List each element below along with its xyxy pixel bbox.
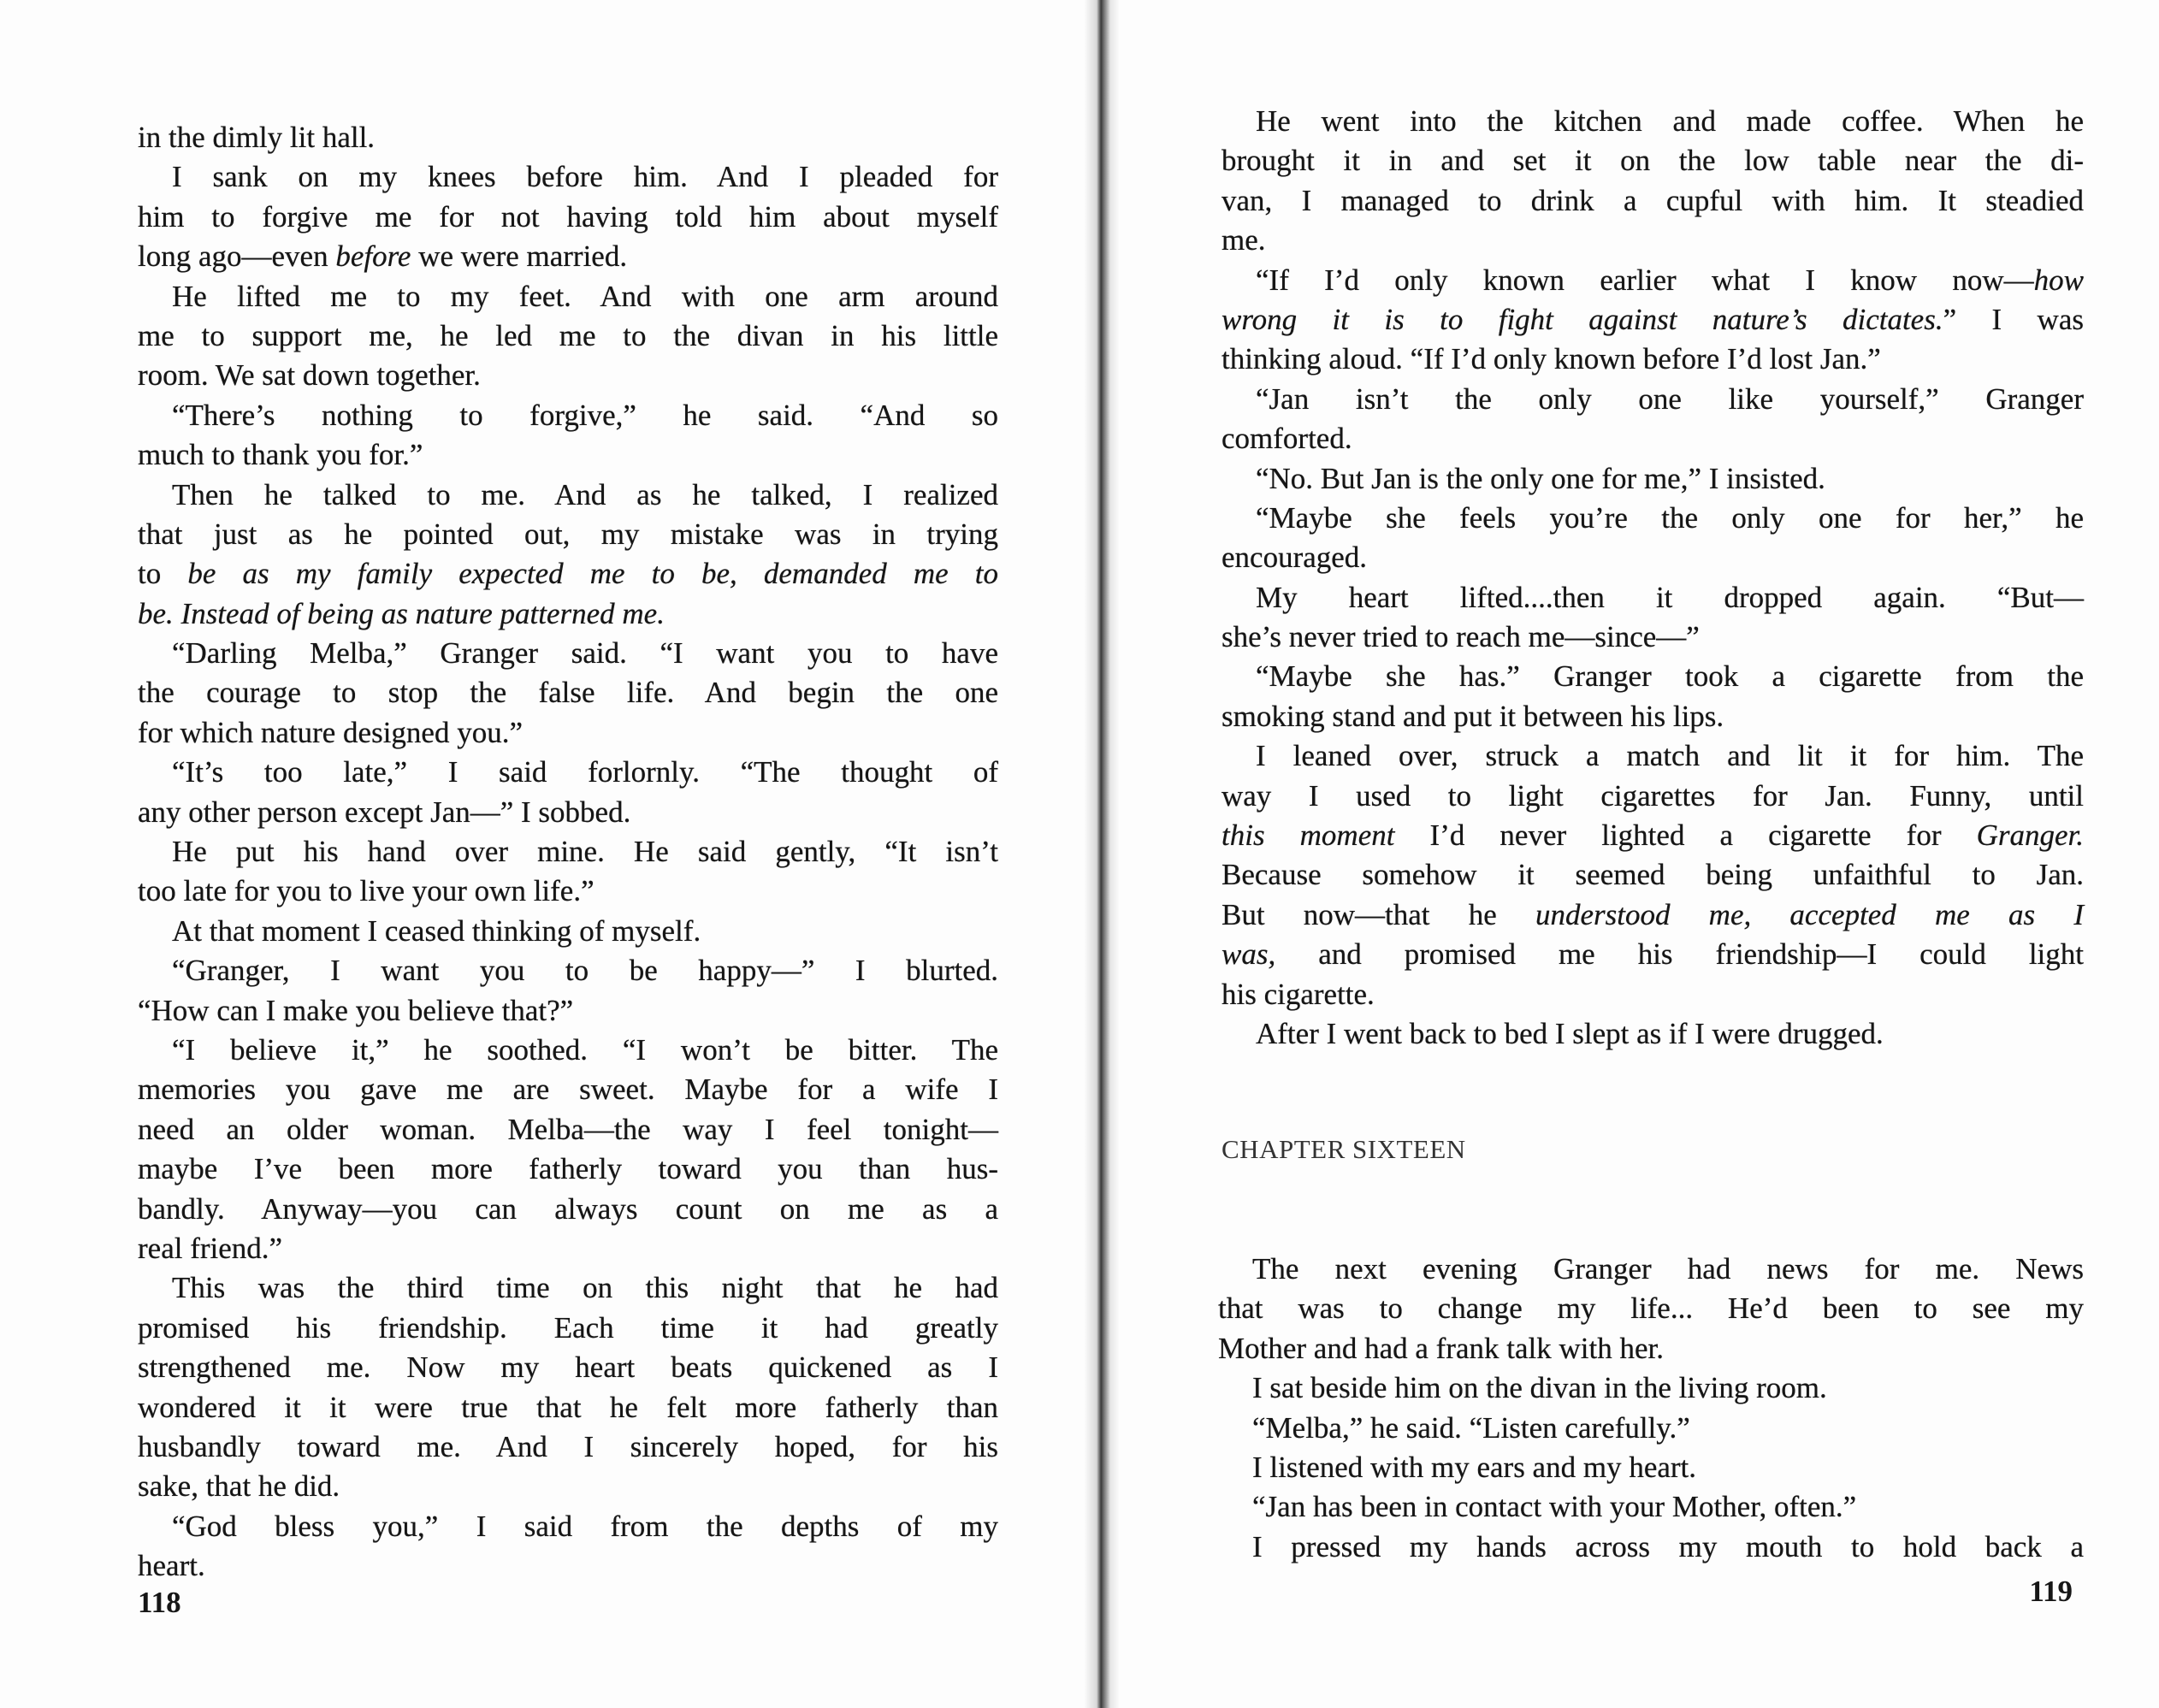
paragraph	[1218, 1528, 2084, 1567]
text: need an older woman. Melba—the way I feel tonight—	[138, 1112, 998, 1146]
text-line	[1218, 1409, 2084, 1448]
text: “Granger, I want you to be happy—” I blurted.	[172, 954, 998, 988]
text-line	[138, 396, 998, 435]
text-line	[138, 1150, 998, 1189]
text-line	[1221, 816, 2084, 855]
text-line	[138, 912, 998, 951]
text: long ago—even	[138, 239, 336, 274]
paragraph	[1221, 499, 2084, 578]
text-line	[138, 1348, 998, 1387]
italic-text: this moment	[1221, 819, 1395, 853]
text-line	[1221, 340, 2084, 379]
italic-text: how	[2033, 263, 2084, 297]
paragraph	[1221, 261, 2084, 380]
text: me.	[1221, 223, 1266, 257]
text: heart.	[138, 1549, 205, 1583]
text-line	[138, 476, 998, 515]
paragraph	[138, 1031, 998, 1268]
text: “Darling Melba,” Granger said. “I want you to have	[172, 636, 998, 671]
book-gutter	[1085, 0, 1119, 1708]
text: encouraged.	[1221, 541, 1368, 575]
text: that just as he pointed out, my mistake was in trying	[138, 517, 998, 551]
text: After I went back to bed I slept as if I were drugged.	[1256, 1016, 1884, 1050]
chapter-heading: CHAPTER SIXTEEN	[1221, 1134, 1466, 1164]
text: “It’s too late,” I said forlornly. “The thought of	[172, 755, 998, 789]
text-line	[1221, 578, 2084, 618]
paragraph	[1218, 1448, 2084, 1487]
text-line	[138, 554, 998, 594]
text-line	[138, 1070, 998, 1109]
text: “There’s nothing to forgive,” he said. “And so	[172, 398, 998, 432]
text-line	[138, 1268, 998, 1308]
text: “Jan isn’t the only one like yourself,” Granger	[1256, 381, 2084, 416]
text: The next evening Granger had news for me. News	[1252, 1252, 2084, 1285]
paragraph	[1221, 459, 2084, 499]
text-line	[1218, 1329, 2084, 1368]
paragraph	[1218, 1368, 2084, 1408]
text: I leaned over, struck a match and lit it for him. The	[1256, 739, 2084, 773]
italic-text: be. Instead of being as nature patterned me.	[138, 596, 665, 630]
text-line	[1221, 181, 2084, 221]
text-line	[1218, 1487, 2084, 1527]
text-line	[138, 515, 998, 554]
text: much to thank you for.”	[138, 438, 423, 472]
text: that was to change my life... He’d been to see my	[1218, 1291, 2084, 1326]
text: At that moment I ceased thinking of myself.	[172, 913, 701, 948]
text: the courage to stop the false life. And begin the one	[138, 676, 998, 710]
text-line	[138, 1309, 998, 1348]
text: “Jan has been in contact with your Mother, often.”	[1252, 1490, 1857, 1524]
text: him to forgive me for not having told him about myself	[138, 199, 998, 233]
paragraph	[1218, 1409, 2084, 1448]
text: Then he talked to me. And as he talked, I realized	[172, 477, 998, 511]
text-line	[138, 1110, 998, 1150]
paragraph	[1218, 1487, 2084, 1527]
paragraph	[138, 1268, 998, 1506]
text: Mother and had a frank talk with her.	[1218, 1331, 1664, 1365]
text-line	[138, 118, 998, 157]
text: I sat beside him on the divan in the living room.	[1252, 1371, 1827, 1405]
text-line	[138, 277, 998, 316]
text-line	[138, 713, 998, 753]
text: He lifted me to my feet. And with one arm around	[172, 279, 998, 313]
text: room. We sat down together.	[138, 358, 481, 393]
text-line	[1218, 1289, 2084, 1328]
paragraph	[138, 157, 998, 276]
text-line	[138, 1427, 998, 1467]
text: van, I managed to drink a cupful with him. It steadied	[1221, 183, 2084, 217]
paragraph	[1221, 380, 2084, 459]
text-line	[138, 157, 998, 197]
text: bandly. Anyway—you can always count on me as a	[138, 1191, 998, 1226]
text: maybe I’ve been more fatherly toward you than hus-	[138, 1152, 998, 1186]
paragraph	[138, 912, 998, 951]
paragraph	[1221, 736, 2084, 1014]
text-line	[138, 673, 998, 712]
text-line	[138, 316, 998, 356]
paragraph	[138, 277, 998, 396]
text-line	[1221, 657, 2084, 696]
text: me to support me, he led me to the divan in his little	[138, 318, 998, 352]
text: strengthened me. Now my heart beats quickened as I	[138, 1350, 998, 1385]
text: My heart lifted....then it dropped again. “But—	[1256, 580, 2084, 614]
text: and promised me his friendship—I could light	[1275, 937, 2084, 972]
text: ” I was	[1943, 302, 2084, 336]
text-line	[1221, 618, 2084, 657]
text-line	[1221, 935, 2084, 974]
text: “God bless you,” I said from the depths of my	[172, 1509, 998, 1543]
left-page-body	[138, 118, 998, 1586]
text-line	[1221, 1014, 2084, 1054]
text-line	[1221, 300, 2084, 340]
text: for which nature designed you.”	[138, 715, 523, 749]
text: husbandly toward me. And I sincerely hoped, for his	[138, 1429, 998, 1463]
text: promised his friendship. Each time it had greatly	[138, 1310, 998, 1345]
right-page-body	[1221, 102, 2084, 1054]
page-number-right: 119	[2029, 1575, 2073, 1608]
text: He put his hand over mine. He said gently, “It isn’t	[172, 835, 998, 869]
text: “I believe it,” he soothed. “I won’t be bitter. The	[172, 1032, 998, 1067]
text-line	[1221, 736, 2084, 776]
text-line	[138, 435, 998, 475]
text: sake, that he did.	[138, 1469, 340, 1504]
italic-text: before	[335, 239, 411, 274]
text-line	[1221, 855, 2084, 895]
text-line	[1218, 1368, 2084, 1408]
text: I pressed my hands across my mouth to hold back a	[1252, 1529, 2084, 1563]
page-number-left: 118	[138, 1586, 181, 1619]
text-line	[1221, 499, 2084, 538]
paragraph	[1221, 102, 2084, 261]
text-line	[1221, 895, 2084, 935]
text-line	[1221, 102, 2084, 141]
text: real friend.”	[138, 1231, 283, 1265]
chapter-body	[1218, 1250, 2084, 1567]
text-line	[138, 1546, 998, 1586]
text: But now—that he	[1221, 897, 1535, 931]
text-line	[1218, 1528, 2084, 1567]
text-line	[138, 1031, 998, 1070]
paragraph	[138, 634, 998, 753]
text-line	[1218, 1448, 2084, 1487]
italic-text: be as my family expected me to be, demanded me to	[187, 557, 998, 591]
text: I sank on my knees before him. And I pleaded for	[172, 160, 998, 194]
text: wondered it it were true that he felt more fatherly than	[138, 1390, 998, 1424]
text-line	[138, 1190, 998, 1229]
italic-text: Granger.	[1976, 819, 2084, 853]
paragraph	[138, 753, 998, 832]
paragraph	[138, 396, 998, 476]
paragraph	[1221, 578, 2084, 658]
text: “Melba,” he said. “Listen carefully.”	[1252, 1410, 1690, 1445]
italic-text: was,	[1221, 937, 1276, 972]
text-line	[138, 793, 998, 832]
text-line	[138, 753, 998, 792]
paragraph	[138, 118, 998, 157]
text: I listened with my ears and my heart.	[1252, 1450, 1697, 1484]
text: “Maybe she feels you’re the only one for her,” he	[1256, 500, 2084, 535]
text: to	[138, 557, 188, 591]
paragraph	[138, 951, 998, 1031]
text-line	[138, 594, 998, 634]
text-line	[1221, 380, 2084, 419]
text: “How can I make you believe that?”	[138, 993, 574, 1027]
paragraph	[1221, 657, 2084, 736]
text-line	[138, 832, 998, 872]
text-line	[138, 356, 998, 395]
text: “Maybe she has.” Granger took a cigarette from the	[1256, 659, 2084, 694]
text-line	[138, 872, 998, 911]
text: she’s never tried to reach me—since—”	[1221, 620, 1700, 654]
text: way I used to light cigarettes for Jan. Funny, until	[1221, 778, 2084, 813]
text: his cigarette.	[1221, 977, 1375, 1011]
text: Because somehow it seemed being unfaithful to Jan.	[1221, 858, 2084, 892]
text: too late for you to live your own life.”	[138, 874, 594, 908]
text-line	[1221, 697, 2084, 736]
text-line	[138, 951, 998, 990]
paragraph	[138, 476, 998, 635]
paragraph	[1218, 1250, 2084, 1368]
text-line	[1221, 221, 2084, 260]
italic-text: understood me, accepted me as I	[1535, 897, 2084, 931]
paragraph	[138, 1507, 998, 1587]
text: we were married.	[411, 239, 628, 274]
text: smoking stand and put it between his lips.	[1221, 699, 1724, 733]
text: I’d never lighted a cigarette for	[1394, 819, 1977, 853]
text: He went into the kitchen and made coffee. When he	[1256, 104, 2084, 138]
text-line	[138, 634, 998, 673]
text: “If I’d only known earlier what I know now—	[1256, 263, 2034, 297]
text: “No. But Jan is the only one for me,” I insisted.	[1256, 461, 1825, 495]
text-line	[1221, 975, 2084, 1014]
text-line	[138, 237, 998, 276]
text-line	[1221, 141, 2084, 180]
text: in the dimly lit hall.	[138, 121, 376, 154]
text-line	[1221, 261, 2084, 300]
text: thinking aloud. “If I’d only known before I’d lost Jan.”	[1221, 342, 1881, 376]
text-line	[1221, 777, 2084, 816]
text: This was the third time on this night that he had	[172, 1271, 998, 1305]
text: comforted.	[1221, 422, 1352, 456]
text-line	[1221, 419, 2084, 458]
text: memories you gave me are sweet. Maybe for a wife I	[138, 1073, 998, 1107]
text-line	[138, 1388, 998, 1427]
text-line	[1221, 538, 2084, 577]
paragraph	[1221, 1014, 2084, 1054]
text: brought it in and set it on the low table near the di-	[1221, 144, 2084, 178]
text: any other person except Jan—” I sobbed.	[138, 795, 631, 829]
paragraph	[138, 832, 998, 912]
text-line	[1221, 459, 2084, 499]
italic-text: wrong it is to fight against nature’s dictates.	[1221, 302, 1943, 336]
text-line	[138, 1467, 998, 1506]
text-line	[1218, 1250, 2084, 1289]
text-line	[138, 198, 998, 237]
text-line	[138, 991, 998, 1031]
text-line	[138, 1507, 998, 1546]
text-line	[138, 1229, 998, 1268]
